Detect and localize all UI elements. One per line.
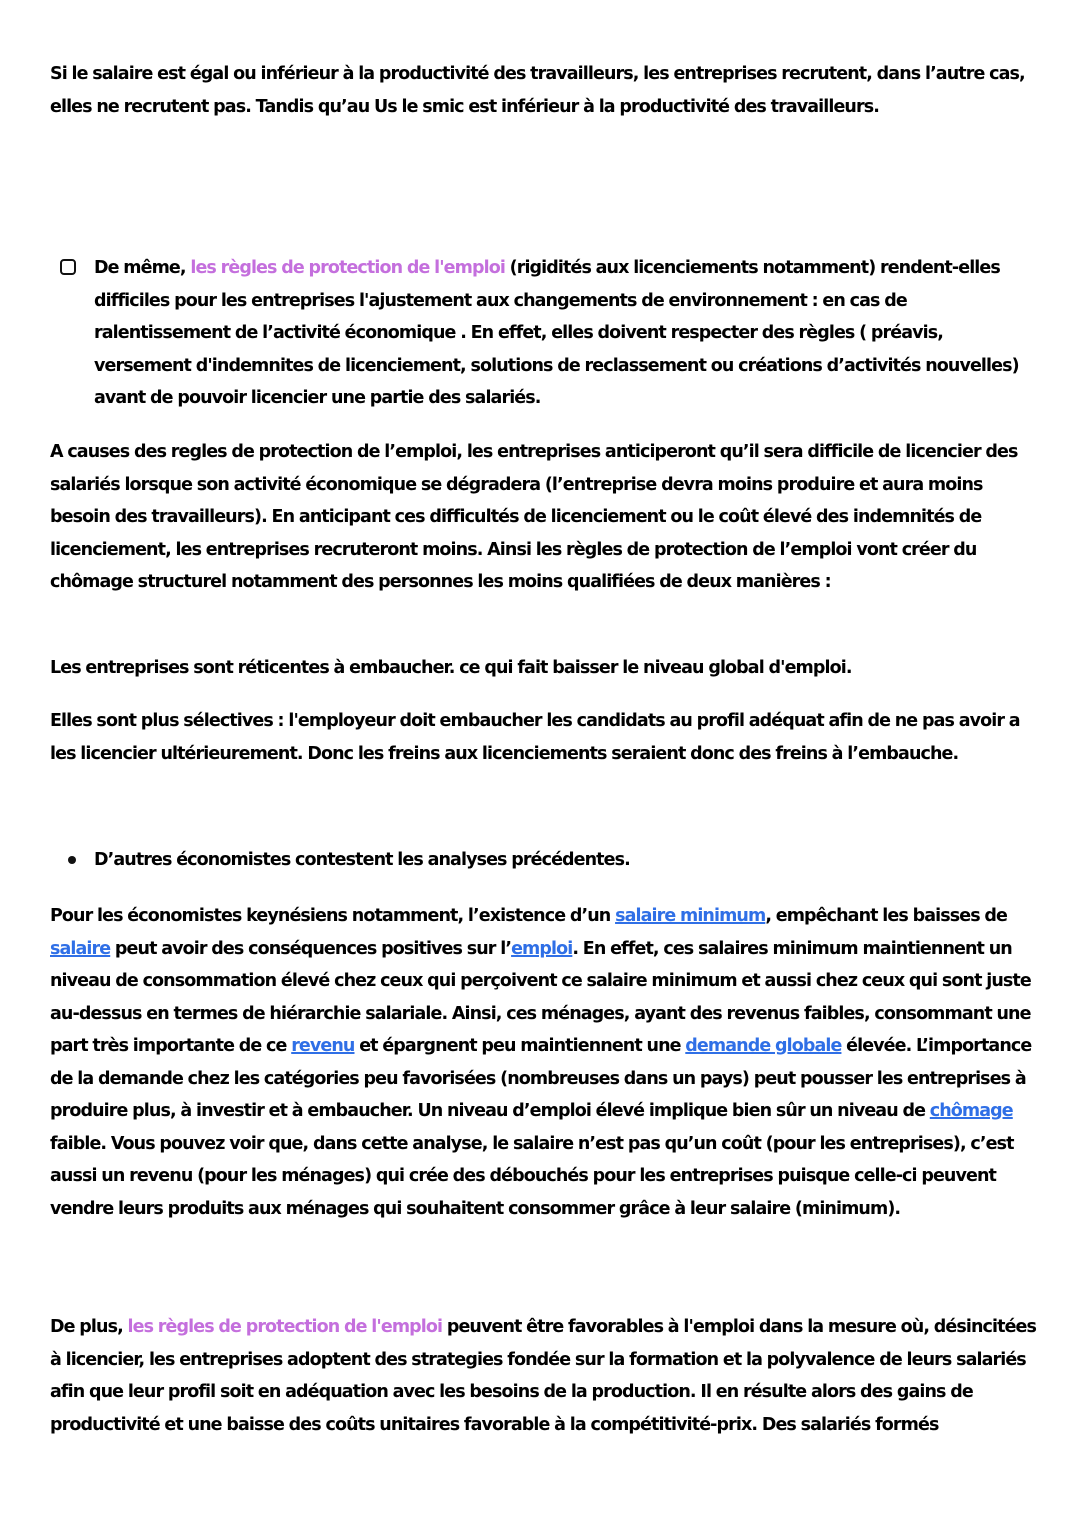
text-segment: élevée. L’importance de la demande chez les catégories peu favorisées (nombreuses dans un pays) peut pousser les entreprises à produire plus, à investir et à embaucher. Un niveau d’emploi élevé implique bien sûr un niveau de (50, 1036, 1032, 1121)
checkbox-unchecked-icon[interactable] (60, 259, 76, 275)
text-segment: Pour les économistes keynésiens notamment, l’existence d’un (50, 906, 616, 926)
link-chomage[interactable]: chômage (929, 1101, 1013, 1121)
checklist-item-text (94, 252, 1020, 415)
paragraph-anticipation (50, 436, 1040, 599)
text-segment: , empêchant les baisses de (765, 906, 1008, 926)
paragraph-text: Elles sont plus sélectives : l'employeur doit embaucher les candidats au profil adéquat afin de ne pas avoir a les licencier ultérieurement. Donc les freins aux licenciements seraient donc des freins à l’embauche. (50, 711, 1020, 764)
text-segment: faible. Vous pouvez voir que, dans cette analyse, le salaire n’est pas qu’un coût (pour les entreprises), c’est aussi un revenu (pour les ménages) qui crée des débouchés pour les entreprises puisque celle-ci peuvent vendre leurs produits aux ménages qui souhaitent consommer grâce à leur salaire (minimum). (50, 1133, 1014, 1219)
link-salaire-minimum[interactable]: salaire minimum (615, 906, 766, 926)
bullet-text: D’autres économistes contestent les analyses précédentes. (94, 850, 630, 870)
link-salaire[interactable]: salaire (50, 938, 111, 959)
paragraph-text: A causes des regles de protection de l’emploi, les entreprises anticiperont qu’il sera difficile de licencier des salariés lorsque son activité économique se dégradera (l’entreprise devra moins produire et aura moins besoin des travailleurs). En anticipant ces difficultés de licenciement ou le coût élevé des indemnités de licenciement, les entreprises recruteront moins. Ainsi les règles de protection de l’emploi vont créer du chômage structurel notamment des personnes les moins qualifiées de deux manières : (50, 442, 1018, 592)
text-segment: peut avoir des conséquences positives sur l’ (110, 938, 512, 959)
text-segment: et épargnent peu maintiennent une (354, 1036, 686, 1056)
highlighted-term: les règles de protection de l'emploi (127, 1317, 443, 1337)
text-rest: (rigidités aux licenciements notamment) rendent-elles difficiles pour les entreprises l'ajustement aux changements de environnement : en cas de ralentissement de l’activité économique . En effet, elles doivent respecter des règles ( préavis, versement d'indemnites de licenciement, solutions de reclassement ou créations d’activités nouvelles) avant de pouvoir licencier une partie des salariés. (94, 258, 1019, 408)
paragraph-keynesian (50, 900, 1040, 1225)
text-prefix: De même, (94, 258, 191, 278)
paragraph-selective (50, 705, 1040, 770)
bullet-item-other-economists (64, 844, 1024, 877)
paragraph-wage-productivity (50, 58, 1040, 123)
text-rest: peuvent être favorables à l'emploi dans la mesure où, désincitées à licencier, les entreprises adoptent des strategies fondée sur la formation et la polyvalence de leurs salariés afin que leur profil soit en adéquation avec les besoins de la production. Il en résulte alors des gains de productivité et une baisse des coûts unitaires favorable à la compétitivité-prix. Des salariés formés (50, 1317, 1037, 1435)
paragraph-text: Si le salaire est égal ou inférieur à la productivité des travailleurs, les entreprises recrutent, dans l’autre cas, elles ne recrutent pas. Tandis qu’au Us le smic est inférieur à la productivité des travailleurs. (50, 64, 1025, 117)
highlighted-term: les règles de protection de l'emploi (190, 258, 505, 278)
bullet-icon (68, 856, 76, 864)
text-prefix: De plus, (50, 1317, 128, 1337)
paragraph-text: Les entreprises sont réticentes à embaucher. ce qui fait baisser le niveau global d'emploi. (50, 658, 852, 678)
paragraph-text (50, 1311, 1040, 1441)
checklist-item-employment-protection (60, 252, 1020, 415)
link-revenu[interactable]: revenu (291, 1036, 355, 1056)
link-emploi[interactable]: emploi (511, 938, 573, 959)
paragraph-protection-favorable (50, 1311, 1040, 1441)
text-segment: . En effet, ces salaires minimum maintiennent un niveau de consommation élevé chez ceux qui perçoivent ce salaire minimum et aussi chez ceux qui sont juste au-dessus en termes de hiérarchie salariale. Ainsi, ces ménages, ayant des revenus faibles, consommant une part très importante de ce (50, 938, 1031, 1056)
paragraph-reluctance (50, 652, 1040, 685)
link-demande-globale[interactable]: demande globale (685, 1036, 842, 1056)
paragraph-text (50, 900, 1040, 1225)
